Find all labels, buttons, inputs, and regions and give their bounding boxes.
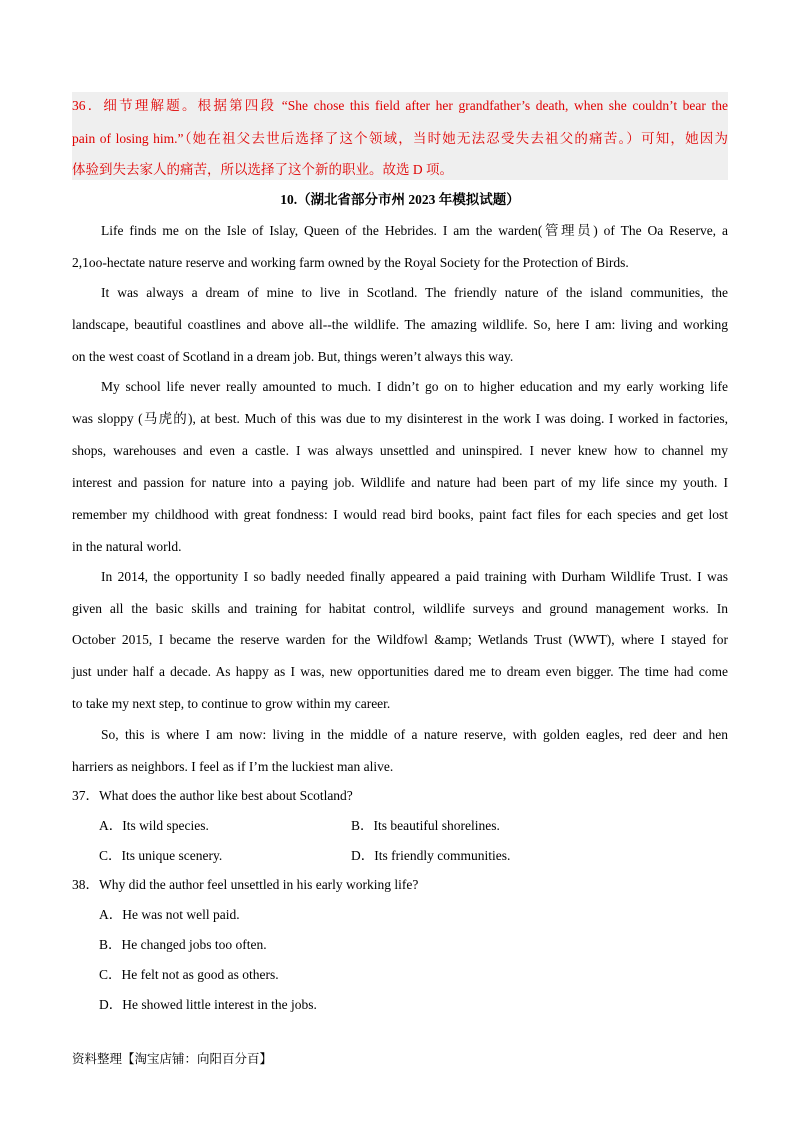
- passage-line: was sloppy (马虎的), at best. Much of this was due to my disinterest in the work I was doing. I worked in factories,: [72, 411, 728, 426]
- q37-option-b: B．Its beautiful shorelines.: [351, 818, 500, 833]
- passage-line: It was always a dream of mine to live in Scotland. The friendly nature of the island communities, the: [101, 285, 728, 300]
- q37-option-d: D．Its friendly communities.: [351, 848, 511, 863]
- answer-36-line-1: 36．细节理解题。根据第四段 “She chose this field after her grandfather’s death, when she couldn’t bear the: [72, 98, 728, 113]
- question-38: 38．Why did the author feel unsettled in his early working life?: [72, 877, 419, 892]
- passage-line: 2,1oo-hectate nature reserve and working farm owned by the Royal Society for the Protection of Birds.: [72, 255, 629, 270]
- answer-36-line-3: 体验到失去家人的痛苦，所以选择了这个新的职业。故选 D 项。: [72, 162, 453, 177]
- answer-36-line-2: pain of losing him.”（她在祖父去世后选择了这个领域，当时她无法忍受失去祖父的痛苦。）可知，她因为: [72, 131, 728, 146]
- q38-option-d: D．He showed little interest in the jobs.: [99, 997, 317, 1012]
- q38-option-a: A．He was not well paid.: [99, 907, 240, 922]
- passage-line: shops, warehouses and even a castle. I was always unsettled and uninspired. I never knew how to channel my: [72, 443, 728, 458]
- passage-line: given all the basic skills and training for habitat control, wildlife surveys and ground management works. In: [72, 601, 728, 616]
- question-37: 37．What does the author like best about Scotland?: [72, 788, 353, 803]
- passage-line: Life finds me on the Isle of Islay, Queen of the Hebrides. I am the warden(管理员) of The Oa Reserve, a: [101, 223, 728, 238]
- passage-line: In 2014, the opportunity I so badly needed finally appeared a paid training with Durham Wildlife Trust. I was: [101, 569, 728, 584]
- passage-line: remember my childhood with great fondness: I would read bird books, paint fact files for each species and get lost: [72, 507, 728, 522]
- passage-line: interest and passion for nature into a paying job. Wildlife and nature had been part of my life since my youth. I: [72, 475, 728, 490]
- passage-line: to take my next step, to continue to grow within my career.: [72, 696, 391, 711]
- passage-line: just under half a decade. As happy as I was, new opportunities dared me to dream even bigger. The time had come: [72, 664, 728, 679]
- q37-option-c: C．Its unique scenery.: [99, 848, 223, 863]
- footer-source: 资料整理【淘宝店铺：向阳百分百】: [72, 1051, 273, 1066]
- q38-option-c: C．He felt not as good as others.: [99, 967, 279, 982]
- section-title: 10.（湖北省部分市州 2023 年模拟试题）: [280, 192, 520, 207]
- passage-line: landscape, beautiful coastlines and above all--the wildlife. The amazing wildlife. So, here I am: living and working: [72, 317, 728, 332]
- passage-line: So, this is where I am now: living in the middle of a nature reserve, with golden eagles, red deer and hen: [101, 727, 728, 742]
- passage-line: in the natural world.: [72, 539, 182, 554]
- passage-line: My school life never really amounted to much. I didn’t go on to higher education and my early working life: [101, 379, 728, 394]
- q38-option-b: B．He changed jobs too often.: [99, 937, 267, 952]
- passage-line: October 2015, I became the reserve warden for the Wildfowl &amp; Wetlands Trust (WWT), where I stayed for: [72, 632, 728, 647]
- passage-line: harriers as neighbors. I feel as if I’m the luckiest man alive.: [72, 759, 394, 774]
- passage-line: on the west coast of Scotland in a dream job. But, things weren’t always this way.: [72, 349, 514, 364]
- q37-option-a: A．Its wild species.: [99, 818, 209, 833]
